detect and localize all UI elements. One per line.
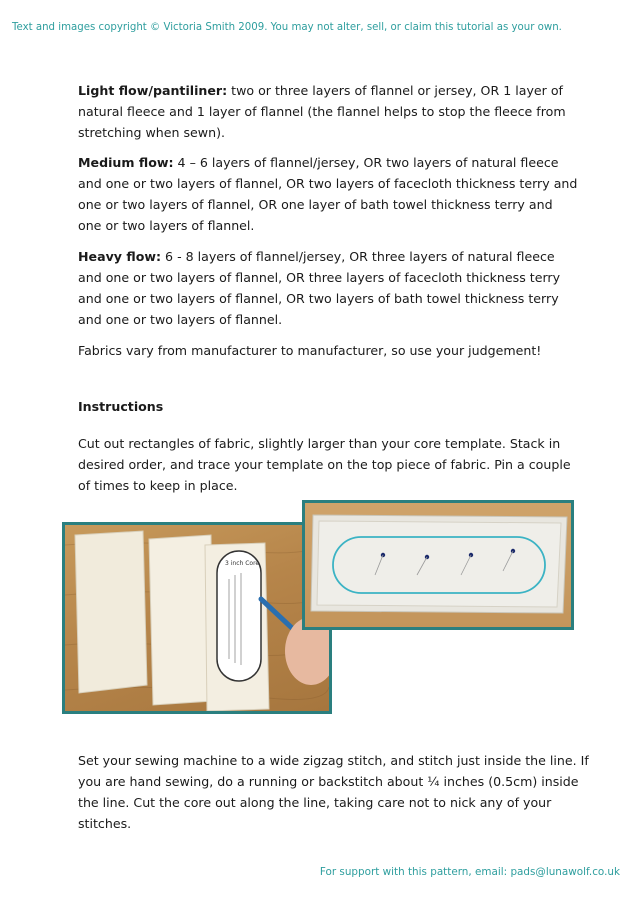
- step-cut-and-trace-text: Cut out rectangles of fabric, slightly larger than your core template. Stack in desired order, and trace your template on the top piece of fabric. Pin a couple of times to keep in place.: [78, 436, 571, 493]
- step-stitch-and-cut: [78, 750, 598, 834]
- heavy-flow-label: Heavy flow:: [78, 249, 162, 264]
- photo-tracing-template: [62, 522, 332, 714]
- template-title: 3 inch Core: [225, 560, 260, 567]
- instructions-heading: [78, 396, 578, 417]
- step-stitch-and-cut-text: Set your sewing machine to a wide zigzag stitch, and stitch just inside the line. If you are hand sewing, do a running or backstitch about ¼ inches (0.5cm) inside the line. Cut the core out along the line, taking care not to nick any of your stitches.: [78, 753, 589, 831]
- pinned-fabric-illustration: [305, 503, 571, 627]
- fabrics-note-text: Fabrics vary from manufacturer to manufacturer, so use your judgement!: [78, 343, 542, 358]
- medium-flow-label: Medium flow:: [78, 155, 174, 170]
- fabrics-note: [78, 340, 578, 361]
- medium-flow-text: 4 – 6 layers of flannel/jersey, OR two layers of natural fleece and one or two layers of flannel, OR two layers of facecloth thickness terry and one or two layers of flannel, OR one layer of bath towel thickness terry and one or two layers of flannel.: [78, 155, 578, 233]
- photo-pinned-fabric: [302, 500, 574, 630]
- fabric-piece-2: [149, 535, 213, 705]
- paper-template: [217, 551, 261, 681]
- tracing-template-illustration: [65, 525, 329, 711]
- heavy-flow-text: 6 - 8 layers of flannel/jersey, OR three layers of natural fleece and one or two layers of flannel, OR three layers of facecloth thickness terry and one or two layers of flannel, OR two layers of bath towel thickness terry and one or two layers of flannel.: [78, 249, 561, 327]
- light-flow-text: two or three layers of flannel or jersey, OR 1 layer of natural fleece and 1 layer of flannel (the flannel helps to stop the fleece from stretching when sewn).: [78, 83, 566, 140]
- copyright-notice: Text and images copyright © Victoria Smith 2009. You may not alter, sell, or claim this tutorial as your own.: [12, 22, 562, 33]
- instructions-heading-text: Instructions: [78, 399, 164, 414]
- light-flow-label: Light flow/pantiliner:: [78, 83, 228, 98]
- light-flow-paragraph: [78, 80, 578, 143]
- support-email-footer: For support with this pattern, email: pads@lunawolf.co.uk: [319, 866, 620, 878]
- fabric-piece-1: [75, 531, 147, 693]
- medium-flow-paragraph: [78, 152, 578, 236]
- heavy-flow-paragraph: [78, 246, 578, 330]
- step-cut-and-trace: [78, 433, 578, 496]
